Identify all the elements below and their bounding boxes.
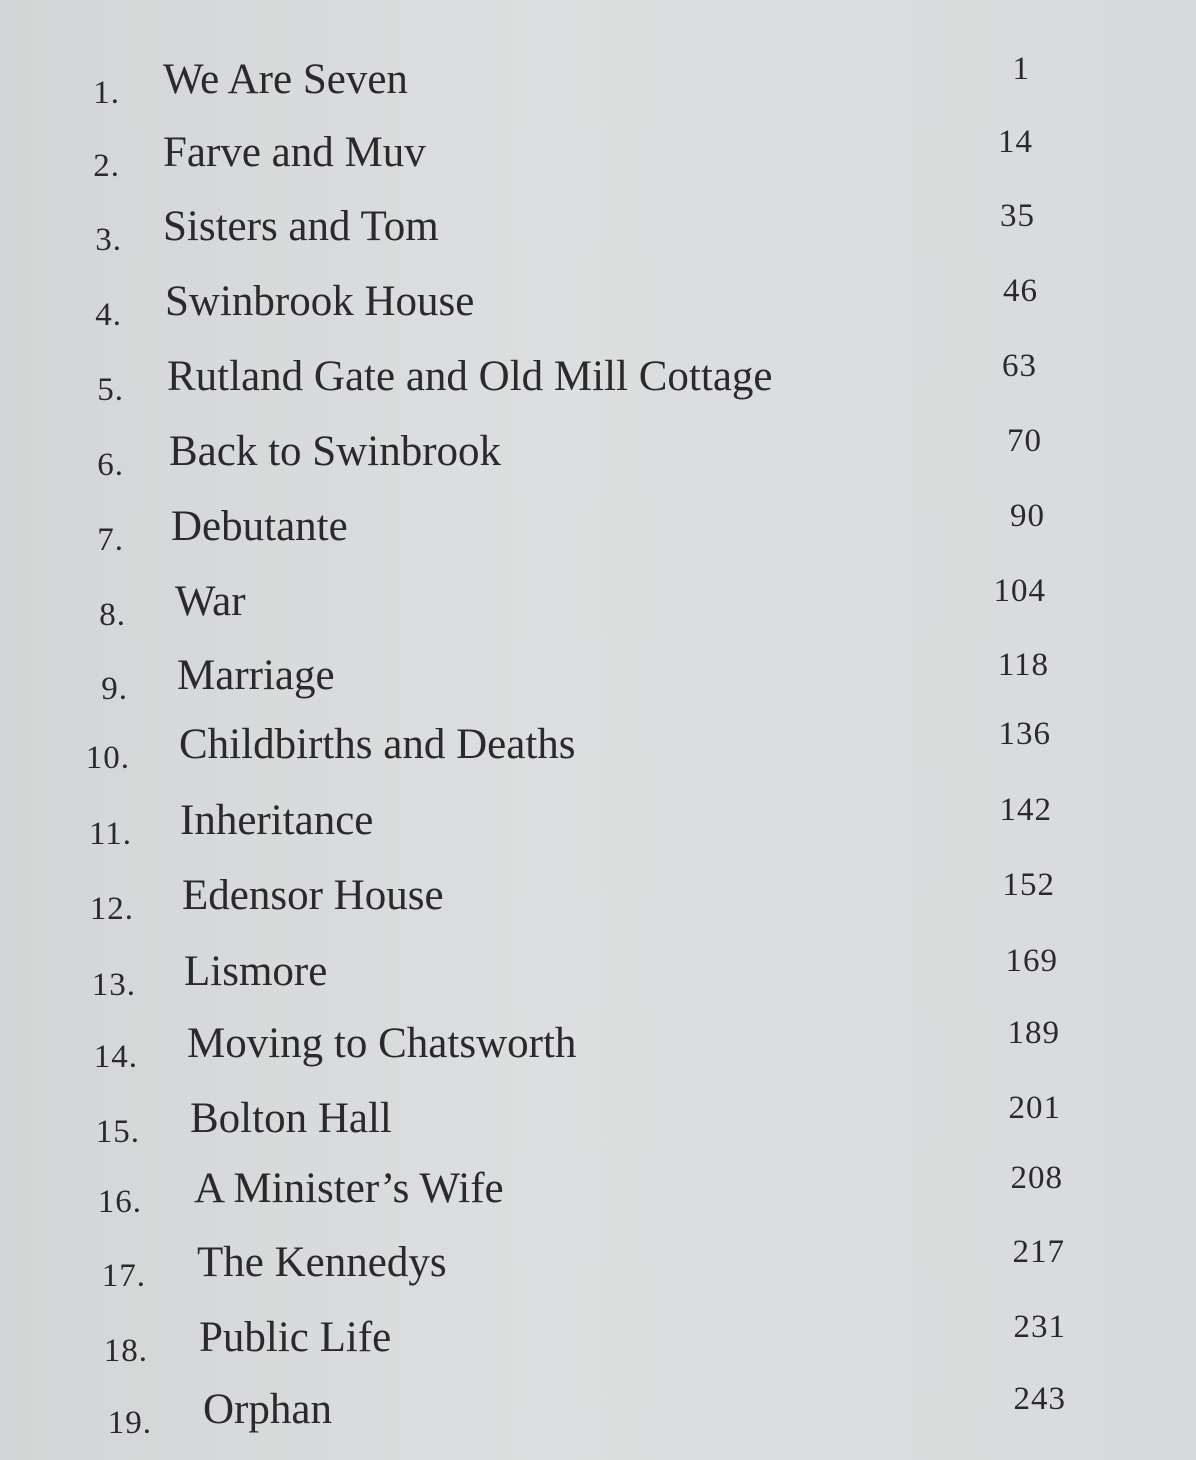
toc-entry — [0, 1160, 1196, 1224]
page-number: 118 — [997, 647, 1049, 683]
toc-entry — [0, 943, 1196, 1007]
page-number: 231 — [1013, 1309, 1066, 1345]
toc-entry — [0, 423, 1196, 487]
page-number: 136 — [998, 716, 1051, 752]
chapter-number: 19. — [107, 1405, 152, 1441]
page-number: 1 — [1012, 51, 1030, 87]
toc-entry — [0, 647, 1196, 711]
chapter-number: 3. — [95, 222, 122, 258]
toc-entry — [0, 1090, 1196, 1154]
chapter-title: Edensor House — [182, 872, 444, 919]
page-number: 14 — [998, 124, 1033, 160]
page-number: 90 — [1010, 498, 1045, 534]
chapter-number: 9. — [101, 671, 128, 707]
toc-entry — [0, 1015, 1196, 1079]
chapter-title: The Kennedys — [197, 1239, 447, 1286]
page-number: 217 — [1012, 1234, 1065, 1270]
chapter-number: 11. — [88, 816, 132, 852]
toc-entry — [0, 1381, 1196, 1445]
toc-entry — [0, 1234, 1196, 1298]
chapter-number: 17. — [101, 1258, 146, 1294]
toc-entry — [0, 348, 1196, 412]
chapter-title: Orphan — [203, 1386, 332, 1433]
toc-entry — [0, 498, 1196, 562]
chapter-number: 13. — [91, 967, 136, 1003]
toc-entry — [0, 124, 1196, 188]
page-number: 63 — [1002, 348, 1037, 384]
page-number: 104 — [993, 573, 1046, 609]
chapter-title: Childbirths and Deaths — [179, 721, 576, 768]
chapter-title: War — [175, 578, 246, 625]
chapter-number: 7. — [97, 522, 124, 558]
chapter-title: Public Life — [199, 1314, 392, 1361]
chapter-number: 10. — [85, 740, 130, 776]
toc-entry — [0, 867, 1196, 931]
page-number: 208 — [1010, 1160, 1063, 1196]
page-number: 243 — [1013, 1381, 1066, 1417]
toc-entry — [0, 573, 1196, 637]
page-number: 189 — [1007, 1015, 1060, 1051]
toc-entry — [0, 273, 1196, 337]
toc-entry — [0, 1309, 1196, 1373]
toc-entry — [0, 51, 1196, 115]
page-number: 35 — [1000, 198, 1035, 234]
chapter-number: 5. — [97, 372, 124, 408]
chapter-number: 12. — [89, 891, 134, 927]
page-number: 152 — [1002, 867, 1055, 903]
chapter-title: Marriage — [177, 652, 335, 699]
page-number: 169 — [1005, 943, 1058, 979]
chapter-title: Rutland Gate and Old Mill Cottage — [167, 353, 773, 400]
toc-entry — [0, 198, 1196, 262]
chapter-title: Debutante — [171, 503, 348, 550]
chapter-title: Inheritance — [180, 797, 374, 844]
page-number: 142 — [999, 792, 1052, 828]
chapter-title: A Minister’s Wife — [194, 1165, 504, 1212]
chapter-title: Swinbrook House — [165, 278, 475, 325]
chapter-title: Back to Swinbrook — [169, 428, 502, 475]
chapter-number: 4. — [95, 297, 122, 333]
page-number: 201 — [1008, 1090, 1061, 1126]
page-number: 70 — [1007, 423, 1042, 459]
toc-entry — [0, 792, 1196, 856]
chapter-title: Farve and Muv — [163, 129, 426, 176]
chapter-number: 6. — [97, 447, 124, 483]
chapter-title: Bolton Hall — [190, 1095, 392, 1142]
chapter-number: 18. — [103, 1333, 148, 1369]
toc-entry — [0, 716, 1196, 780]
chapter-title: Sisters and Tom — [163, 203, 439, 250]
chapter-title: Moving to Chatsworth — [187, 1020, 577, 1067]
chapter-number: 8. — [99, 597, 126, 633]
chapter-number: 15. — [95, 1114, 140, 1150]
chapter-number: 16. — [97, 1184, 142, 1220]
chapter-number: 2. — [93, 148, 120, 184]
chapter-title: We Are Seven — [163, 56, 408, 103]
chapter-title: Lismore — [184, 948, 328, 995]
chapter-number: 1. — [93, 75, 120, 111]
page-number: 46 — [1003, 273, 1038, 309]
chapter-number: 14. — [93, 1039, 138, 1075]
